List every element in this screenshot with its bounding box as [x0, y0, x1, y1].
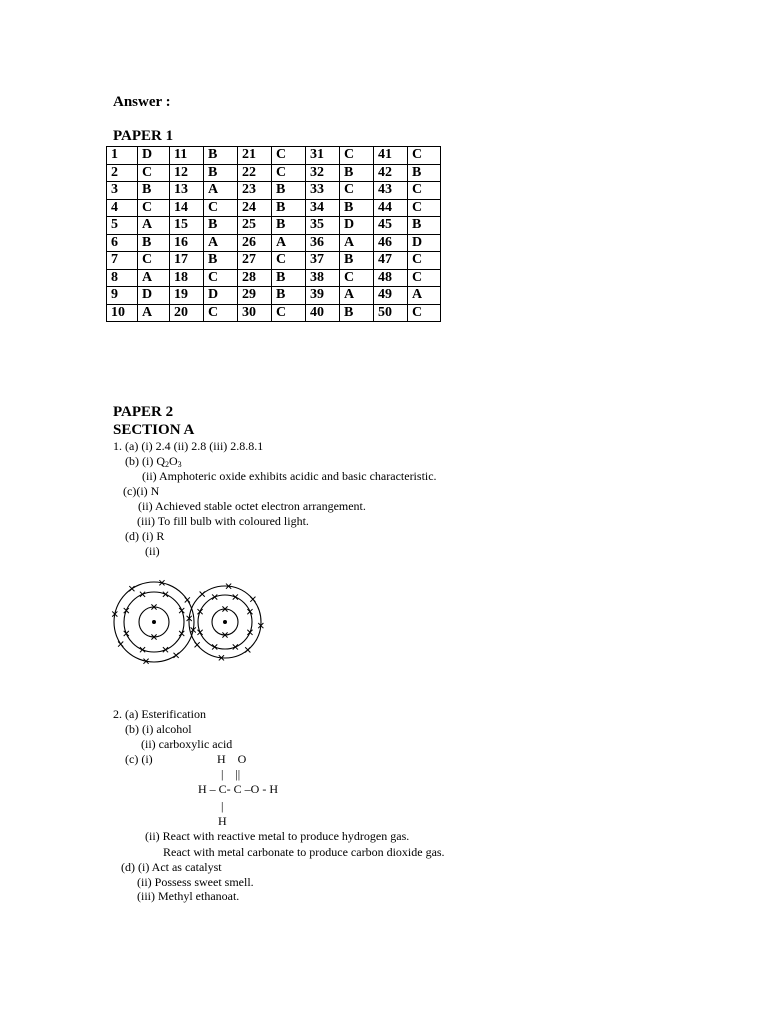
table-row	[107, 269, 441, 287]
q1c-i-answer: (c)(i) N	[123, 484, 160, 498]
question-number-cell: 44	[374, 199, 408, 217]
paper1-answer-table	[106, 146, 441, 322]
q2d-iii-answer: (iii) Methyl ethanoat.	[137, 889, 240, 903]
question-number-cell: 34	[306, 199, 340, 217]
table-row	[107, 217, 441, 235]
answer-letter-cell: C	[408, 304, 441, 322]
table-row	[107, 147, 441, 165]
question-number-cell: 40	[306, 304, 340, 322]
q2d-i-answer: (d) (i) Act as catalyst	[121, 860, 222, 874]
question-number-cell: 6	[107, 234, 138, 252]
paper2-title: PAPER 2	[113, 404, 174, 420]
question-number-cell: 19	[170, 287, 204, 305]
question-number-cell: 7	[107, 252, 138, 270]
question-number-cell: 28	[238, 269, 272, 287]
answer-letter-cell: B	[408, 164, 441, 182]
answer-label: Answer :	[113, 94, 171, 110]
question-number-cell: 15	[170, 217, 204, 235]
formula-upper-bonds: | ||	[221, 767, 241, 781]
answer-letter-cell: C	[272, 147, 306, 165]
electron-arrangement-diagram	[110, 575, 274, 669]
formula-lower-bond: |	[221, 799, 224, 813]
answer-letter-cell: B	[340, 304, 374, 322]
answer-letter-cell: C	[340, 147, 374, 165]
answer-letter-cell: B	[272, 182, 306, 200]
answer-letter-cell: D	[204, 287, 238, 305]
answer-letter-cell: C	[272, 304, 306, 322]
answer-letter-cell: D	[408, 234, 441, 252]
answer-letter-cell: A	[138, 217, 170, 235]
answer-letter-cell: B	[272, 287, 306, 305]
question-number-cell: 31	[306, 147, 340, 165]
answer-letter-cell: C	[272, 164, 306, 182]
q1a-answer: 1. (a) (i) 2.4 (ii) 2.8 (iii) 2.8.8.1	[113, 439, 264, 453]
answer-letter-cell: D	[138, 147, 170, 165]
answer-letter-cell: C	[408, 199, 441, 217]
question-number-cell: 36	[306, 234, 340, 252]
question-number-cell: 42	[374, 164, 408, 182]
question-number-cell: 13	[170, 182, 204, 200]
answer-letter-cell: B	[138, 182, 170, 200]
formula-bottom-atom: H	[218, 814, 227, 828]
answer-letter-cell: C	[272, 252, 306, 270]
table-row	[107, 199, 441, 217]
formula-top-atoms: H O	[217, 752, 247, 766]
q1b-i-answer: (b) (i) $Q_2O_3$	[125, 454, 182, 469]
question-number-cell: 41	[374, 147, 408, 165]
answer-letter-cell: B	[272, 217, 306, 235]
question-number-cell: 26	[238, 234, 272, 252]
answer-letter-cell: C	[204, 269, 238, 287]
answer-letter-cell: C	[408, 147, 441, 165]
answer-letter-cell: C	[204, 304, 238, 322]
answer-letter-cell: A	[408, 287, 441, 305]
answer-letter-cell: B	[340, 164, 374, 182]
question-number-cell: 47	[374, 252, 408, 270]
question-number-cell: 16	[170, 234, 204, 252]
answer-letter-cell: C	[204, 199, 238, 217]
q2c-ii-answer-1: (ii) React with reactive metal to produce hydrogen gas.	[145, 829, 410, 843]
question-number-cell: 9	[107, 287, 138, 305]
answer-letter-cell: B	[340, 252, 374, 270]
question-number-cell: 45	[374, 217, 408, 235]
answer-letter-cell: B	[408, 217, 441, 235]
question-number-cell: 1	[107, 147, 138, 165]
question-number-cell: 8	[107, 269, 138, 287]
table-row	[107, 287, 441, 305]
answer-letter-cell: A	[138, 304, 170, 322]
right-nucleus	[223, 620, 227, 624]
question-number-cell: 25	[238, 217, 272, 235]
electron-crosses	[112, 580, 263, 664]
answer-letter-cell: B	[340, 199, 374, 217]
question-number-cell: 18	[170, 269, 204, 287]
question-number-cell: 24	[238, 199, 272, 217]
answer-letter-cell: C	[340, 269, 374, 287]
answer-letter-cell: C	[408, 252, 441, 270]
answer-letter-cell: B	[272, 199, 306, 217]
answer-letter-cell: A	[340, 234, 374, 252]
q1c-ii-answer: (ii) Achieved stable octet electron arrangement.	[138, 499, 366, 513]
question-number-cell: 4	[107, 199, 138, 217]
question-number-cell: 37	[306, 252, 340, 270]
question-number-cell: 5	[107, 217, 138, 235]
question-number-cell: 21	[238, 147, 272, 165]
answer-letter-cell: A	[340, 287, 374, 305]
question-number-cell: 3	[107, 182, 138, 200]
answer-letter-cell: B	[204, 252, 238, 270]
answer-letter-cell: A	[138, 269, 170, 287]
answer-letter-cell: C	[408, 182, 441, 200]
question-number-cell: 11	[170, 147, 204, 165]
q2c-i-label: (c) (i)	[125, 752, 153, 766]
q1d-ii-answer: (ii)	[145, 544, 160, 558]
question-number-cell: 27	[238, 252, 272, 270]
table-row	[107, 164, 441, 182]
q1b-ii-answer: (ii) Amphoteric oxide exhibits acidic and basic characteristic.	[142, 469, 437, 483]
question-number-cell: 35	[306, 217, 340, 235]
answer-letter-cell: C	[340, 182, 374, 200]
table-row	[107, 304, 441, 322]
question-number-cell: 46	[374, 234, 408, 252]
answer-letter-cell: B	[138, 234, 170, 252]
left-nucleus	[152, 620, 156, 624]
q2d-ii-answer: (ii) Possess sweet smell.	[137, 875, 254, 889]
table-row	[107, 182, 441, 200]
answer-letter-cell: B	[272, 269, 306, 287]
question-number-cell: 50	[374, 304, 408, 322]
question-number-cell: 17	[170, 252, 204, 270]
answer-letter-cell: A	[204, 182, 238, 200]
answer-letter-cell: B	[204, 164, 238, 182]
q2c-ii-answer-2: React with metal carbonate to produce carbon dioxide gas.	[163, 845, 445, 859]
answer-letter-cell: B	[204, 147, 238, 165]
question-number-cell: 20	[170, 304, 204, 322]
question-number-cell: 22	[238, 164, 272, 182]
question-number-cell: 39	[306, 287, 340, 305]
paper1-title: PAPER 1	[113, 128, 174, 144]
answer-letter-cell: C	[408, 269, 441, 287]
answer-letter-cell: D	[138, 287, 170, 305]
question-number-cell: 23	[238, 182, 272, 200]
q1c-iii-answer: (iii) To fill bulb with coloured light.	[137, 514, 309, 528]
q2b-i-answer: (b) (i) alcohol	[125, 722, 192, 736]
formula-main-chain: H – C- C –O - H	[198, 782, 278, 796]
question-number-cell: 49	[374, 287, 408, 305]
answer-letter-cell: C	[138, 252, 170, 270]
question-number-cell: 38	[306, 269, 340, 287]
question-number-cell: 30	[238, 304, 272, 322]
answer-letter-cell: C	[138, 164, 170, 182]
question-number-cell: 43	[374, 182, 408, 200]
answer-letter-cell: D	[340, 217, 374, 235]
q1d-i-answer: (d) (i) R	[125, 529, 165, 543]
answer-letter-cell: A	[204, 234, 238, 252]
question-number-cell: 33	[306, 182, 340, 200]
table-row	[107, 252, 441, 270]
answer-letter-cell: B	[204, 217, 238, 235]
question-number-cell: 12	[170, 164, 204, 182]
question-number-cell: 29	[238, 287, 272, 305]
question-number-cell: 10	[107, 304, 138, 322]
question-number-cell: 32	[306, 164, 340, 182]
q2b-ii-answer: (ii) carboxylic acid	[141, 737, 233, 751]
table-row	[107, 234, 441, 252]
question-number-cell: 48	[374, 269, 408, 287]
q2a-answer: 2. (a) Esterification	[113, 707, 206, 721]
question-number-cell: 2	[107, 164, 138, 182]
question-number-cell: 14	[170, 199, 204, 217]
answer-letter-cell: A	[272, 234, 306, 252]
section-a-title: SECTION A	[113, 422, 195, 438]
answer-letter-cell: C	[138, 199, 170, 217]
